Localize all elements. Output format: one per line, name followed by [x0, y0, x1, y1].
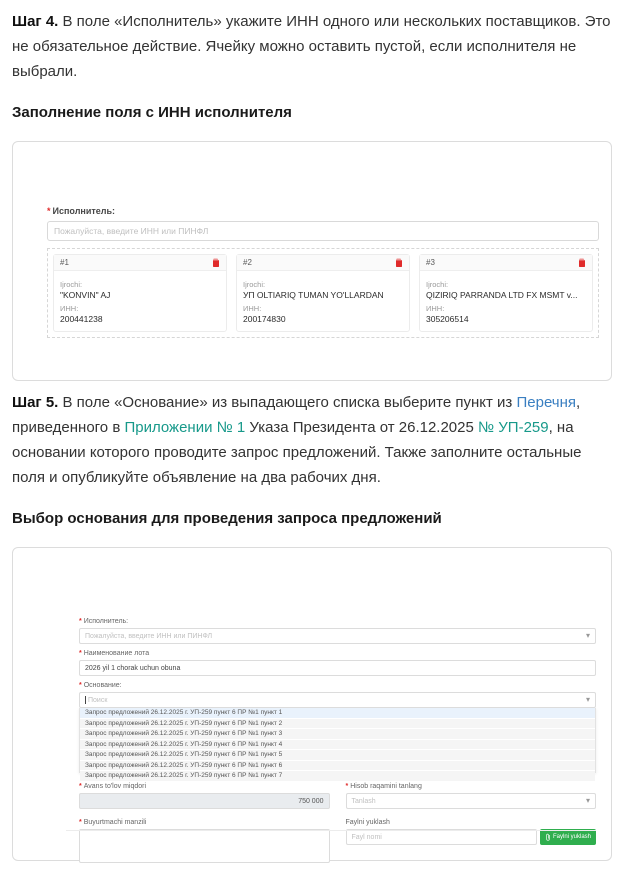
text-cursor: [85, 696, 86, 704]
basis-label: * Основание:: [79, 682, 122, 690]
ijrochi-value: "KONVIN" AJ: [60, 290, 111, 301]
file-name-input[interactable]: [346, 829, 537, 845]
lot-value: 2026 yil 1 chorak uchun obuna: [85, 664, 181, 672]
dropdown-option[interactable]: Запрос предложений 26.12.2025 г. УП-259 пункт 6 ПР №1 пункт 6: [80, 761, 595, 772]
ijrochi-label: Ijrochi:: [426, 280, 449, 290]
dropdown-option[interactable]: Запрос предложений 26.12.2025 г. УП-259 пункт 6 ПР №1 пункт 1: [80, 708, 595, 719]
dropdown-option[interactable]: Запрос предложений 26.12.2025 г. УП-259 пункт 6 ПР №1 пункт 2: [80, 719, 595, 730]
avans-label: * Avans to'lov miqdori: [79, 783, 147, 791]
file-upload-button[interactable]: Faylni yuklash: [540, 829, 596, 845]
link-perechnya[interactable]: Перечня: [516, 394, 577, 412]
executor2-input[interactable]: [79, 628, 596, 644]
account-label: * Hisob raqamini tanlang: [345, 783, 422, 791]
inn-value: 200441238: [60, 314, 103, 325]
link-up-259[interactable]: № УП-259: [478, 419, 549, 436]
card-number: #3: [426, 258, 435, 268]
ijrochi-value: УП OLTIARIQ TUMAN YO'LLARDAN: [243, 290, 384, 301]
screenshot-executor-inn: [12, 141, 612, 381]
link-prilozhenie-1[interactable]: Приложении № 1: [124, 419, 246, 436]
supplier-card: [53, 254, 227, 332]
executor-inn-input[interactable]: [47, 221, 599, 241]
ijrochi-value: QIZIRIQ PARRANDA LTD FX MSMT v...: [426, 290, 578, 301]
inn-label: ИНН:: [426, 304, 445, 314]
basis-combobox[interactable]: [79, 692, 596, 708]
dropdown-option[interactable]: Запрос предложений 26.12.2025 г. УП-259 пункт 6 ПР №1 пункт 3: [80, 729, 595, 740]
dropdown-option[interactable]: Запрос предложений 26.12.2025 г. УП-259 пункт 6 ПР №1 пункт 5: [80, 750, 595, 761]
avans-value: 750 000: [298, 797, 324, 805]
basis-form: [79, 618, 596, 863]
step5-label: Шаг 5.: [12, 394, 59, 412]
basis-typed-text: Поиск: [88, 696, 108, 704]
trash-icon[interactable]: [395, 258, 403, 267]
trash-icon[interactable]: [212, 258, 220, 267]
chevron-down-icon: ▾: [585, 631, 590, 641]
executor2-label: * Исполнитель:: [79, 618, 129, 626]
lot-label: * Наименование лота: [79, 650, 150, 658]
chevron-down-icon: ▾: [585, 695, 590, 705]
executor-field-label: * Исполнитель:: [47, 206, 116, 217]
step4-paragraph: [12, 10, 612, 84]
address-textarea[interactable]: [79, 829, 330, 863]
screenshot-basis-form: [12, 547, 612, 861]
chevron-down-icon: ▾: [585, 796, 590, 806]
inn-value: 200174830: [243, 314, 286, 325]
executor2-placeholder: Пожалуйста, введите ИНН или ПИНФЛ: [85, 632, 213, 640]
account-select[interactable]: [346, 793, 597, 809]
basis-dropdown: [79, 708, 596, 780]
file-label: Faylni yuklash: [345, 819, 390, 827]
avans-input: [79, 793, 330, 809]
dropdown-option[interactable]: Запрос предложений 26.12.2025 г. УП-259 пункт 6 ПР №1 пункт 7: [80, 771, 595, 782]
heading-inn: Заполнение поля с ИНН исполнителя: [12, 104, 292, 122]
supplier-card-list: [47, 248, 599, 338]
ijrochi-label: Ijrochi:: [243, 280, 266, 290]
account-value: Tanlash: [351, 797, 376, 805]
card-number: #2: [243, 258, 252, 268]
required-mark: *: [47, 206, 51, 217]
executor-inn-placeholder: Пожалуйста, введите ИНН или ПИНФЛ: [54, 226, 209, 237]
step5-paragraph: Шаг 5. В поле «Основание» из выпадающего списка выберите пункт из Перечня, приведенного в Приложении № 1 Указа Президента от 26.12.2025 № УП-259, на основании которого проводите запрос предложений. Также заполните остальные поля и опубликуйте объявление на два рабочих дня.: [12, 394, 582, 486]
step4-text: В поле «Исполнитель» укажите ИНН одного или нескольких поставщиков. Это не обязательное действие. Ячейку можно оставить пустой, если исполнителя не выбрали.: [12, 13, 611, 80]
divider: [66, 830, 596, 831]
inn-label: ИНН:: [243, 304, 262, 314]
ijrochi-label: Ijrochi:: [60, 280, 83, 290]
file-placeholder: Fayl nomi: [351, 833, 382, 841]
supplier-card: [419, 254, 593, 332]
lot-input[interactable]: [79, 660, 596, 676]
inn-label: ИНН:: [60, 304, 79, 314]
dropdown-option[interactable]: Запрос предложений 26.12.2025 г. УП-259 пункт 6 ПР №1 пункт 4: [80, 740, 595, 751]
executor-form: [47, 206, 599, 338]
paperclip-icon: [545, 833, 551, 841]
supplier-card: [236, 254, 410, 332]
trash-icon[interactable]: [578, 258, 586, 267]
step4-label: Шаг 4.: [12, 13, 59, 30]
heading-basis: Выбор основания для проведения запроса предложений: [12, 510, 442, 528]
card-number: #1: [60, 258, 69, 268]
address-label: * Buyurtmachi manzili: [79, 819, 147, 827]
inn-value: 305206514: [426, 314, 469, 325]
